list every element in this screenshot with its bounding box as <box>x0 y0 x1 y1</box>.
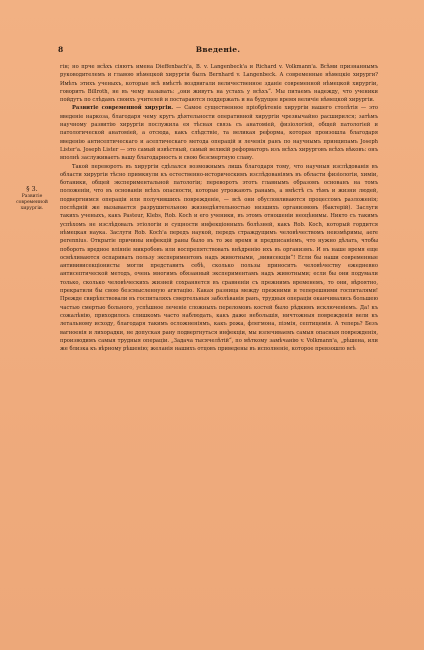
page-number: 8 <box>58 45 64 54</box>
section-label: Развитіе современной хирургіи. <box>16 194 48 211</box>
paragraph <box>60 104 378 162</box>
paragraph: Такой переворотъ въ хирургіи сдѣлался возможнымъ лишь благодаря тому, что научныя изслѣдованія въ области хирургіи тѣсно примкнули къ естественно-историческимъ изслѣдованіямъ въ области физіологіи, химіи, ботаники, общей экспериментальной патологіи; переворотъ этотъ главнымъ образомъ основанъ на томъ положеніи, что въ основаніи всѣхъ опасности, которые угрожаютъ ранамъ, а вмѣстѣ съ тѣмъ и жизни людей, подвергнимся операціи или получившихъ поврежденіе, — всѣ они обусловливаются процессомъ разложенія; послѣдній же вызывается разрушительною жизнедѣятельностью низшихъ организмовъ (бактерій). Заслуги такихъ ученыхъ, какъ Pasteur, Klebs, Rob. Koch и его ученики, въ этомъ отношеніи неоцѣнимы. Никто съ такимъ успѣхомъ не изслѣдовалъ этіологіи и сущности инфекціонныхъ болѣзней, какъ Rob. Koch, который гордится нѣмецкая наука. Заслуги Rob. Koch'a передъ наукой, передъ страждущимъ человѣчествомъ неизмѣримы, aere perennius. Открытіе причины инфекцій раны было въ то же время и предписаніемъ, что нужно дѣлать, чтобы побороть вредное вліяніе микробовъ или воспрепятствовать внѣдренію ихъ въ организмъ. И въ наше время еще осмѣливаются оспаривать пользу экспериментовъ надъ животными, „вивисекціи“! Если бы наши современные антививисекціонисты могли представить себѣ, сколько пользы приноситъ человѣчеству ежедневно антисептической методъ, очень многимъ обязанный экспериментамъ надъ животными; если бы они подумали только, сколько человѣческихъ жизней сохраняется въ сравненіи съ прежнимъ временемъ, то они, вѣроятно, прекратили бы свою безсмысленную агитацію. Какая разница между прежними и теперешними госпиталями! Прежде свирѣпствовали въ госпиталяхъ смертельныя заболѣванія ранъ, трудныя операціи оканчивались большею частью смертью больного, успѣшное леченіе сложныхъ переломовъ костей было рѣдкимъ исключеніемъ. Да! къ сожалѣнію, приходилось слишкомъ часто наблюдать, какъ даже небольшія, ничтожныя поврежденія вели къ летальному исходу, благодаря такимъ осложненіямъ, какъ рожа, флегмона, піэмія, септицемія. А теперь? Безъ вагноенія и лихорадки, не допуская рану подвергнуться инфекціи, мы излечиваемъ самыя опасныя поврежденія, производимъ самыя трудныя операціи. „Задача тысячелѣтій“, по мѣткому замѣчанію v. Volkmann'a, „рѣшена, или же близка къ вѣрному рѣшенію; желанія нашихъ отцовъ приведены въ исполненіе, которое превзошло всѣ <box>60 163 378 353</box>
body-text <box>60 63 378 353</box>
margin-note <box>10 185 54 212</box>
section-number: § 3. <box>26 185 38 193</box>
paragraph-text: — Самое существенное пріобрѣтеніе хирургіи нашего столѣтія — это введеніе наркоза, благодаря чему кругъ дѣятельности оперативной хирургіи чрезвычайно расширился; затѣмъ научному развитію хирургіи послужила ея тѣсная связь съ анатоміей, физіологіей, общей патологіей и патологической анатоміей, а отсюда, какъ слѣдствіе, та великая реформа, которая произошла благодаря введенію антисептическаго и асептическаго метода операцій и леченія ранъ по научнымъ принципамъ Joseph Lister'a. Joseph Lister — это самый извѣстный, самый великій реформаторъ изъ всѣхъ хирурговъ всѣхъ вѣковъ: онъ вполнѣ заслуживаетъ вашу благодарность и свою безсмертную славу. <box>60 105 378 162</box>
page-header <box>58 44 378 56</box>
running-title: Введеніе. <box>195 45 241 54</box>
paragraph: гін; но прче всѣхъ сіяютъ имена Dieffenbach'a, B. v. Langenbeck'a и Richard v. Volkmann'a. Всѣми признаннымъ руководителемъ и главою нѣмецкой хирургіи былъ Bernhard v. Langenbeck. А современные нѣмецкіе хирурги? Имѣть этихъ ученыхъ, которые всѣ вмѣстѣ воздвигали величественное зданіе современной нѣмецкой хирургіи, говоритъ Billroth, не въ чему называть: „они живутъ на устахъ у всѣхъ“. Мы питаемъ надежду, что ученики пойдутъ по слѣдамъ своихъ учителей и постараются поддержать и на будущее время величіе нѣмецкой хирургіи. <box>60 64 378 104</box>
paragraph-subhead: Развитіе современной хирургіи. <box>72 105 174 112</box>
